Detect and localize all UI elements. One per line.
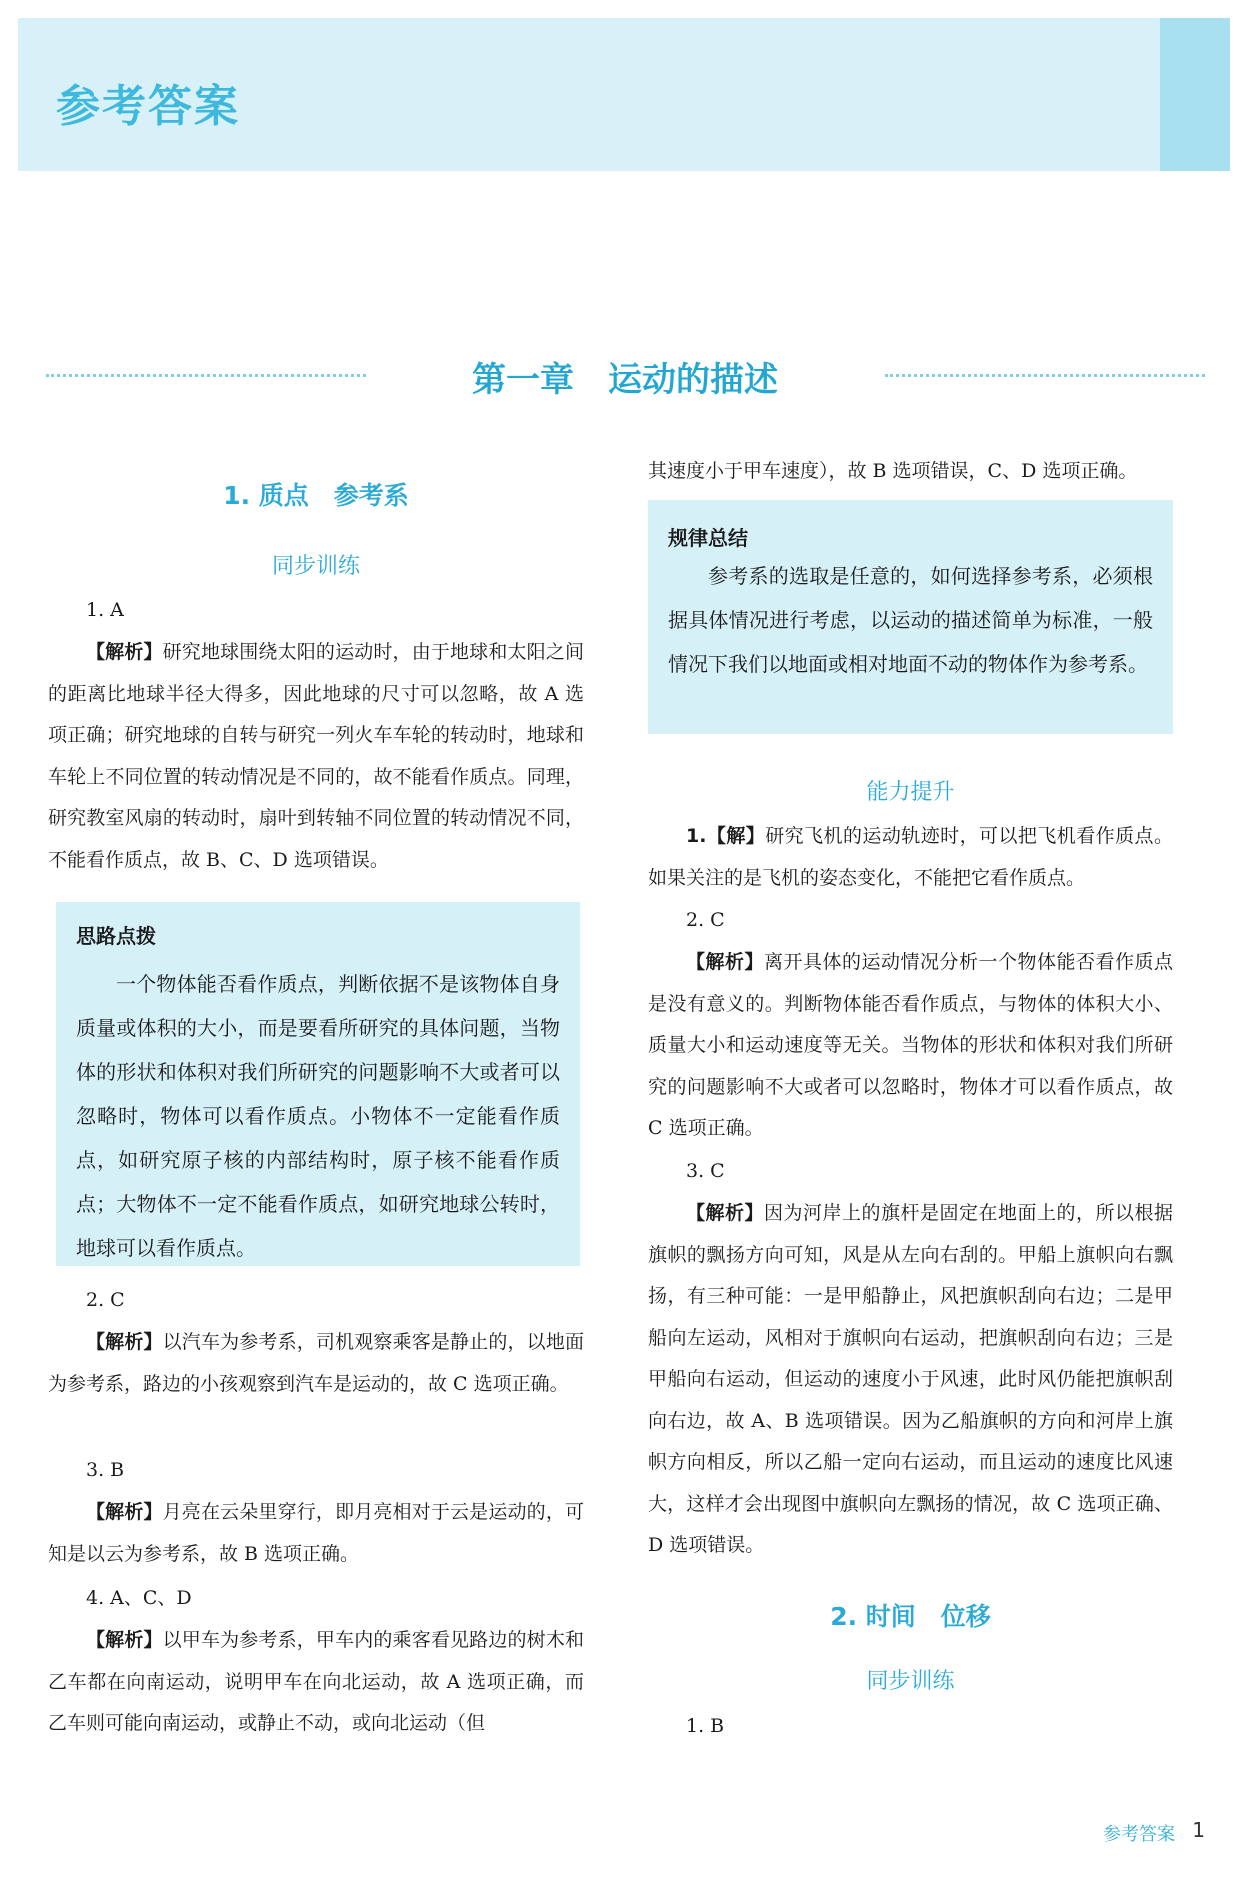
tip-box-title: 思路点拨 <box>76 924 156 948</box>
tip-box-thinking <box>56 902 580 1266</box>
subsection-sync-training: 同步训练 <box>271 554 360 579</box>
subsection-ability: 能力提升 <box>866 780 955 805</box>
answer-3: 3. B <box>86 1459 125 1481</box>
analysis-1: 【解析】研究地球围绕太阳的运动时，由于地球和太阳之间的距离比地球半径大得多，因此地球的尺寸可以忽略，故 A 选项正确；研究地球的自转与研究一列火车车轮的转动时，地球和车轮上不同位置的转动情况是不同的，故不能看作质点。同理，研究教室风扇的转动时，扇叶到转轴不同位置的转动情况不同，不能看作质点，故 B、C、D 选项错误。 <box>48 641 584 871</box>
chapter-title: 第一章 运动的描述 <box>472 360 778 400</box>
tip-box-text: 一个物体能否看作质点，判断依据不是该物体自身质量或体积的大小，而是要看所研究的具体问题，当物体的形状和体积对我们所研究的问题影响不大或者可以忽略时，物体可以看作质点。小物体不一定能看作质点，如研究原子核的内部结构时，原子核不能看作质点；大物体不一定不能看作质点，如研究地球公转时，地球可以看作质点。 <box>76 972 560 1260</box>
summary-box-text: 参考系的选取是任意的，如何选择参考系，必须根据具体情况进行考虑，以运动的描述简单为标准，一般情况下我们以地面或相对地面不动的物体作为参考系。 <box>668 564 1153 676</box>
page-title: 参考答案 <box>56 81 240 132</box>
answer-2-1: 1. B <box>686 1715 725 1737</box>
subsection-sync-training-2: 同步训练 <box>866 1669 955 1694</box>
page-number: 1 <box>1192 1818 1205 1842</box>
answer-2: 2. C <box>86 1289 125 1311</box>
ability-analysis-3: 【解析】因为河岸上的旗杆是固定在地面上的，所以根据旗帜的飘扬方向可知，风是从左向右刮的。甲船上旗帜向右飘扬，有三种可能：一是甲船静止，风把旗帜刮向右边；二是甲船向左运动，风相对于旗帜向右运动，把旗帜刮向右边；三是甲船向右运动，但运动的速度小于风速，此时风仍能把旗帜刮向右边，故 A、B 选项错误。因为乙船旗帜的方向和河岸上旗帜方向相反，所以乙船一定向右运动，而且运动的速度比风速大，这样才会出现图中旗帜向左飘扬的情况，故 C 选项正确、D 选项错误。 <box>648 1202 1173 1556</box>
answer-4: 4. A、C、D <box>86 1587 192 1609</box>
analysis-4-continued: 其速度小于甲车速度），故 B 选项错误，C、D 选项正确。 <box>648 460 1138 482</box>
header-banner <box>18 18 1230 171</box>
analysis-2: 【解析】以汽车为参考系，司机观察乘客是静止的，以地面为参考系，路边的小孩观察到汽车是运动的，故 C 选项正确。 <box>48 1331 584 1395</box>
banner-accent-strip <box>1160 18 1230 171</box>
answer-1: 1. A <box>86 599 124 621</box>
analysis-3: 【解析】月亮在云朵里穿行，即月亮相对于云是运动的，可知是以云为参考系，故 B 选项正确。 <box>48 1501 584 1565</box>
section-title-1: 1. 质点 参考系 <box>223 481 409 510</box>
footer-label: 参考答案 <box>1103 1824 1175 1845</box>
analysis-4: 【解析】以甲车为参考系，甲车内的乘客看见路边的树木和乙车都在向南运动，说明甲车在向北运动，故 A 选项正确，而乙车则可能向南运动，或静止不动，或向北运动（但 <box>48 1629 584 1734</box>
ability-answer-3: 3. C <box>686 1160 725 1182</box>
section-title-2: 2. 时间 位移 <box>830 1602 991 1631</box>
summary-box-title: 规律总结 <box>668 526 748 550</box>
ability-answer-2: 2. C <box>686 909 725 931</box>
ability-answer-1: 1.【解】研究飞机的运动轨迹时，可以把飞机看作质点。如果关注的是飞机的姿态变化，不能把它看作质点。 <box>648 825 1173 889</box>
tip-box-summary <box>648 500 1173 734</box>
ability-analysis-2: 【解析】离开具体的运动情况分析一个物体能否看作质点是没有意义的。判断物体能否看作质点，与物体的体积大小、质量大小和运动速度等无关。当物体的形状和体积对我们所研究的问题影响不大或者可以忽略时，物体才可以看作质点，故 C 选项正确。 <box>648 951 1173 1139</box>
